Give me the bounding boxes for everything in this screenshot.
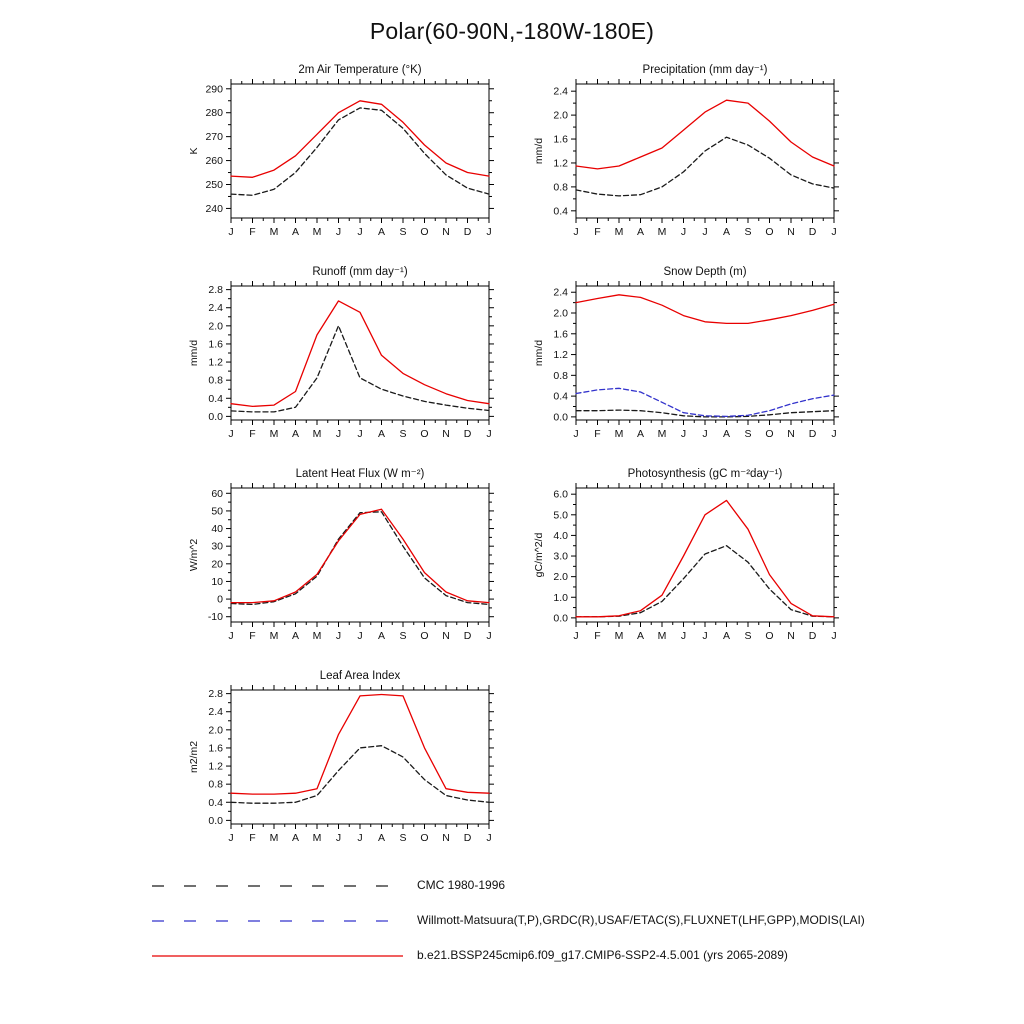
svg-text:1.2: 1.2 <box>208 760 223 773</box>
svg-text:M: M <box>312 832 322 844</box>
series-line <box>576 410 834 417</box>
legend-label-obs-blend: Willmott-Matsuura(T,P),GRDC(R),USAF/ETAC(S),FLUXNET(LHF,GPP),MODIS(LAI) <box>417 913 865 927</box>
svg-text:M: M <box>657 226 667 238</box>
svg-text:J: J <box>335 832 342 844</box>
svg-text:2.0: 2.0 <box>553 571 568 584</box>
svg-text:0.8: 0.8 <box>553 181 568 194</box>
legend-solid-red-line-sample <box>150 949 405 961</box>
svg-text:F: F <box>249 832 256 844</box>
svg-text:M: M <box>269 630 279 642</box>
svg-text:1.0: 1.0 <box>553 591 568 604</box>
svg-text:m2/m2: m2/m2 <box>188 740 200 774</box>
svg-text:2.0: 2.0 <box>208 320 223 333</box>
chart-precipitation <box>500 58 860 250</box>
svg-text:F: F <box>249 630 256 642</box>
svg-text:Snow Depth (m): Snow Depth (m) <box>663 266 747 278</box>
svg-text:2.0: 2.0 <box>208 724 223 737</box>
svg-text:J: J <box>831 226 837 238</box>
svg-text:0: 0 <box>217 593 223 606</box>
svg-text:J: J <box>357 428 363 440</box>
svg-text:A: A <box>291 226 300 238</box>
svg-text:6.0: 6.0 <box>553 488 568 501</box>
svg-text:2.8: 2.8 <box>208 688 223 701</box>
svg-text:0.8: 0.8 <box>553 369 568 382</box>
svg-text:S: S <box>399 832 407 844</box>
svg-text:1.6: 1.6 <box>208 742 223 755</box>
svg-text:S: S <box>744 428 752 440</box>
svg-text:O: O <box>420 428 429 440</box>
svg-text:D: D <box>808 226 817 238</box>
svg-text:60: 60 <box>211 487 223 500</box>
svg-text:J: J <box>573 428 579 440</box>
svg-text:A: A <box>377 428 386 440</box>
chart-runoff <box>155 260 515 452</box>
svg-text:1.6: 1.6 <box>208 338 223 351</box>
legend-item-model-run <box>150 948 865 962</box>
svg-text:M: M <box>269 832 279 844</box>
svg-text:A: A <box>722 226 731 238</box>
svg-text:Leaf Area Index: Leaf Area Index <box>319 670 401 682</box>
svg-text:0.0: 0.0 <box>208 814 223 827</box>
svg-text:O: O <box>420 226 429 238</box>
svg-text:A: A <box>291 832 300 844</box>
svg-text:F: F <box>594 630 601 642</box>
svg-text:S: S <box>399 226 407 238</box>
svg-text:A: A <box>722 428 731 440</box>
chart-2m-air-temperature <box>155 58 515 250</box>
svg-text:mm/d: mm/d <box>188 339 200 367</box>
svg-text:J: J <box>831 630 837 642</box>
svg-text:10: 10 <box>211 575 223 588</box>
svg-text:W/m^2: W/m^2 <box>188 538 200 572</box>
svg-text:250: 250 <box>205 179 223 191</box>
legend-dashed-black-line-sample <box>150 879 405 891</box>
chart-canvas <box>500 260 860 452</box>
svg-text:0.4: 0.4 <box>553 205 568 218</box>
svg-text:S: S <box>744 630 752 642</box>
series-line <box>231 301 489 407</box>
series-line <box>576 500 834 616</box>
svg-text:280: 280 <box>205 107 223 120</box>
svg-text:O: O <box>420 630 429 642</box>
legend-item-cmc <box>150 878 865 892</box>
svg-text:270: 270 <box>205 131 223 144</box>
chart-canvas <box>500 58 860 250</box>
svg-text:J: J <box>357 226 363 238</box>
svg-text:1.2: 1.2 <box>553 349 568 362</box>
svg-text:J: J <box>335 226 342 238</box>
svg-text:J: J <box>357 630 363 642</box>
svg-text:D: D <box>808 630 817 642</box>
svg-text:2.0: 2.0 <box>553 307 568 320</box>
svg-text:J: J <box>228 630 234 642</box>
svg-text:40: 40 <box>211 523 223 536</box>
svg-text:N: N <box>442 226 450 238</box>
svg-text:M: M <box>614 226 624 238</box>
svg-text:J: J <box>702 630 708 642</box>
svg-text:J: J <box>573 226 579 238</box>
svg-text:M: M <box>657 630 667 642</box>
svg-text:O: O <box>765 226 774 238</box>
svg-text:J: J <box>831 428 837 440</box>
svg-text:2m Air Temperature (°K): 2m Air Temperature (°K) <box>298 64 422 76</box>
svg-text:1.6: 1.6 <box>553 133 568 146</box>
svg-text:3.0: 3.0 <box>553 550 568 563</box>
chart-canvas <box>155 462 515 654</box>
svg-text:2.4: 2.4 <box>208 706 223 719</box>
svg-text:D: D <box>463 630 472 642</box>
svg-text:A: A <box>636 630 645 642</box>
svg-text:1.6: 1.6 <box>553 328 568 341</box>
svg-text:A: A <box>377 630 386 642</box>
svg-text:2.0: 2.0 <box>553 109 568 122</box>
chart-latent-heat-flux <box>155 462 515 654</box>
svg-text:A: A <box>377 226 386 238</box>
svg-text:M: M <box>312 630 322 642</box>
svg-text:0.4: 0.4 <box>208 392 223 405</box>
svg-text:0.8: 0.8 <box>208 374 223 387</box>
svg-text:N: N <box>787 226 795 238</box>
chart-canvas <box>155 260 515 452</box>
chart-canvas <box>155 58 515 250</box>
svg-text:D: D <box>808 428 817 440</box>
legend-dashed-blue-line-sample <box>150 914 405 926</box>
svg-text:N: N <box>787 428 795 440</box>
svg-text:M: M <box>657 428 667 440</box>
svg-text:J: J <box>335 630 342 642</box>
svg-text:A: A <box>636 428 645 440</box>
svg-text:N: N <box>787 630 795 642</box>
svg-text:M: M <box>269 226 279 238</box>
svg-text:Latent Heat Flux (W m⁻²): Latent Heat Flux (W m⁻²) <box>295 468 425 480</box>
svg-text:D: D <box>463 226 472 238</box>
svg-text:290: 290 <box>205 83 223 96</box>
svg-text:D: D <box>463 428 472 440</box>
series-line <box>231 101 489 178</box>
svg-text:F: F <box>249 226 256 238</box>
svg-text:240: 240 <box>205 202 223 215</box>
svg-text:0.4: 0.4 <box>553 390 568 403</box>
svg-text:0.0: 0.0 <box>553 411 568 424</box>
svg-text:A: A <box>377 832 386 844</box>
svg-text:N: N <box>442 428 450 440</box>
svg-text:J: J <box>486 226 492 238</box>
svg-text:S: S <box>399 428 407 440</box>
svg-text:30: 30 <box>211 540 223 553</box>
svg-text:260: 260 <box>205 155 223 168</box>
svg-text:0.4: 0.4 <box>208 796 223 809</box>
svg-text:50: 50 <box>211 505 223 518</box>
svg-text:mm/d: mm/d <box>533 137 545 165</box>
svg-text:A: A <box>291 630 300 642</box>
svg-text:S: S <box>744 226 752 238</box>
svg-text:J: J <box>573 630 579 642</box>
svg-text:O: O <box>765 630 774 642</box>
svg-text:J: J <box>486 832 492 844</box>
svg-text:J: J <box>680 226 687 238</box>
svg-text:J: J <box>228 226 234 238</box>
svg-text:-10: -10 <box>207 611 223 624</box>
svg-text:A: A <box>722 630 731 642</box>
svg-text:J: J <box>702 428 708 440</box>
svg-text:K: K <box>188 147 200 155</box>
svg-text:1.2: 1.2 <box>553 157 568 170</box>
svg-text:Runoff (mm day⁻¹): Runoff (mm day⁻¹) <box>312 266 408 278</box>
svg-text:F: F <box>249 428 256 440</box>
svg-text:N: N <box>442 630 450 642</box>
svg-text:mm/d: mm/d <box>533 339 545 367</box>
svg-text:M: M <box>312 428 322 440</box>
svg-text:J: J <box>680 630 687 642</box>
svg-text:D: D <box>463 832 472 844</box>
svg-text:J: J <box>357 832 363 844</box>
chart-canvas <box>500 462 860 654</box>
svg-text:M: M <box>614 630 624 642</box>
svg-text:M: M <box>269 428 279 440</box>
chart-photosynthesis <box>500 462 860 654</box>
svg-text:N: N <box>442 832 450 844</box>
svg-text:J: J <box>335 428 342 440</box>
legend-label-model-run: b.e21.BSSP245cmip6.f09_g17.CMIP6-SSP2-4.5.001 (yrs 2065-2089) <box>417 948 788 962</box>
svg-text:Precipitation (mm day⁻¹): Precipitation (mm day⁻¹) <box>642 64 768 76</box>
svg-text:gC/m^2/d: gC/m^2/d <box>533 532 545 578</box>
series-line <box>231 695 489 795</box>
svg-text:5.0: 5.0 <box>553 509 568 522</box>
svg-text:Photosynthesis (gC m⁻²day⁻¹): Photosynthesis (gC m⁻²day⁻¹) <box>627 468 783 480</box>
page-title: Polar(60-90N,-180W-180E) <box>369 18 655 44</box>
chart-canvas <box>155 664 515 856</box>
legend-label-cmc: CMC 1980-1996 <box>417 878 506 892</box>
chart-leaf-area-index <box>155 664 515 856</box>
svg-text:J: J <box>228 832 234 844</box>
svg-text:F: F <box>594 428 601 440</box>
series-line <box>231 326 489 412</box>
svg-text:2.4: 2.4 <box>553 85 568 98</box>
legend-item-obs-blend <box>150 913 865 927</box>
svg-text:2.8: 2.8 <box>208 284 223 297</box>
series-line <box>576 295 834 324</box>
svg-text:S: S <box>399 630 407 642</box>
series-line <box>576 100 834 169</box>
svg-text:M: M <box>312 226 322 238</box>
svg-text:20: 20 <box>211 558 223 571</box>
svg-text:0.0: 0.0 <box>208 410 223 423</box>
svg-text:0.8: 0.8 <box>208 778 223 791</box>
svg-text:J: J <box>702 226 708 238</box>
svg-text:M: M <box>614 428 624 440</box>
chart-snow-depth <box>500 260 860 452</box>
svg-text:J: J <box>486 630 492 642</box>
svg-text:4.0: 4.0 <box>553 529 568 542</box>
svg-text:O: O <box>765 428 774 440</box>
svg-text:J: J <box>228 428 234 440</box>
svg-text:O: O <box>420 832 429 844</box>
svg-text:J: J <box>680 428 687 440</box>
series-line <box>231 509 489 602</box>
svg-text:J: J <box>486 428 492 440</box>
svg-text:A: A <box>291 428 300 440</box>
legend <box>150 878 865 962</box>
svg-text:2.4: 2.4 <box>208 302 223 315</box>
svg-text:A: A <box>636 226 645 238</box>
svg-text:1.2: 1.2 <box>208 356 223 369</box>
svg-text:F: F <box>594 226 601 238</box>
svg-text:0.0: 0.0 <box>553 612 568 625</box>
series-line <box>231 512 489 605</box>
series-line <box>231 108 489 195</box>
svg-text:2.4: 2.4 <box>553 286 568 299</box>
